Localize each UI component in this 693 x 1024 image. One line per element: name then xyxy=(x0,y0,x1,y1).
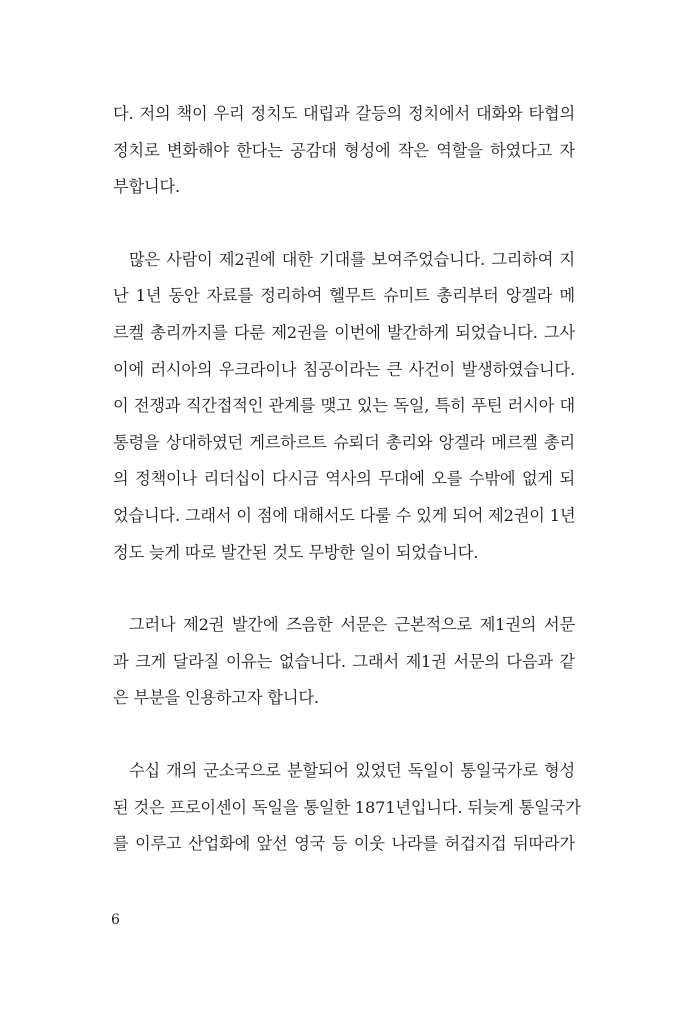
paragraph-3 xyxy=(113,607,575,717)
text-line: 과 크게 달라질 이유는 없습니다. 그래서 제1권 서문의 다음과 같 xyxy=(113,651,575,671)
text-line: 부합니다. xyxy=(113,177,180,197)
text-line: 정치로 변화해야 한다는 공감대 형성에 작은 역할을 하였다고 자 xyxy=(113,140,575,160)
text-line: 통령을 상대하였던 게르하르트 슈뢰더 총리와 앙겔라 메르켈 총리 xyxy=(113,432,575,452)
text-line: 많은 사람이 제2권에 대한 기대를 보여주었습니다. 그리하여 지 xyxy=(129,249,575,269)
paragraph-4 xyxy=(113,753,581,863)
text-line: 었습니다. 그래서 이 점에 대해서도 다룰 수 있게 되어 제2권이 1년 xyxy=(113,505,576,525)
text-line: 된 것은 프로이센이 독일을 통일한 1871년입니다. 뒤늦게 통일국가 xyxy=(113,797,581,817)
text-line: 다. 저의 책이 우리 정치도 대립과 갈등의 정치에서 대화와 타협의 xyxy=(113,104,575,123)
paragraph-2 xyxy=(113,242,575,571)
text-line: 난 1년 동안 자료를 정리하여 헬무트 슈미트 총리부터 앙겔라 메 xyxy=(113,286,575,306)
text-line: 은 부분을 인용하고자 합니다. xyxy=(113,688,319,708)
text-line: 이에 러시아의 우크라이나 침공이라는 큰 사건이 발생하였습니다. xyxy=(113,359,575,379)
body-text xyxy=(113,96,581,899)
text-line: 르켈 총리까지를 다룬 제2권을 이번에 발간하게 되었습니다. 그사 xyxy=(113,322,575,342)
page-number: 6 xyxy=(111,912,120,928)
text-line: 이 전쟁과 직간접적인 관계를 맺고 있는 독일, 특히 푸틴 러시아 대 xyxy=(113,396,575,416)
text-line: 의 정책이나 리더십이 다시금 역사의 무대에 오를 수밖에 없게 되 xyxy=(113,469,575,489)
text-line: 정도 늦게 따로 발간된 것도 무방한 일이 되었습니다. xyxy=(113,542,479,562)
text-line: 를 이루고 산업화에 앞선 영국 등 이웃 나라를 허겁지겁 뒤따라가 xyxy=(113,834,575,854)
paragraph-1 xyxy=(113,96,575,206)
text-line: 수십 개의 군소국으로 분할되어 있었던 독일이 통일국가로 형성 xyxy=(129,760,575,780)
text-line: 그러나 제2권 발간에 즈음한 서문은 근본적으로 제1권의 서문 xyxy=(129,615,575,635)
